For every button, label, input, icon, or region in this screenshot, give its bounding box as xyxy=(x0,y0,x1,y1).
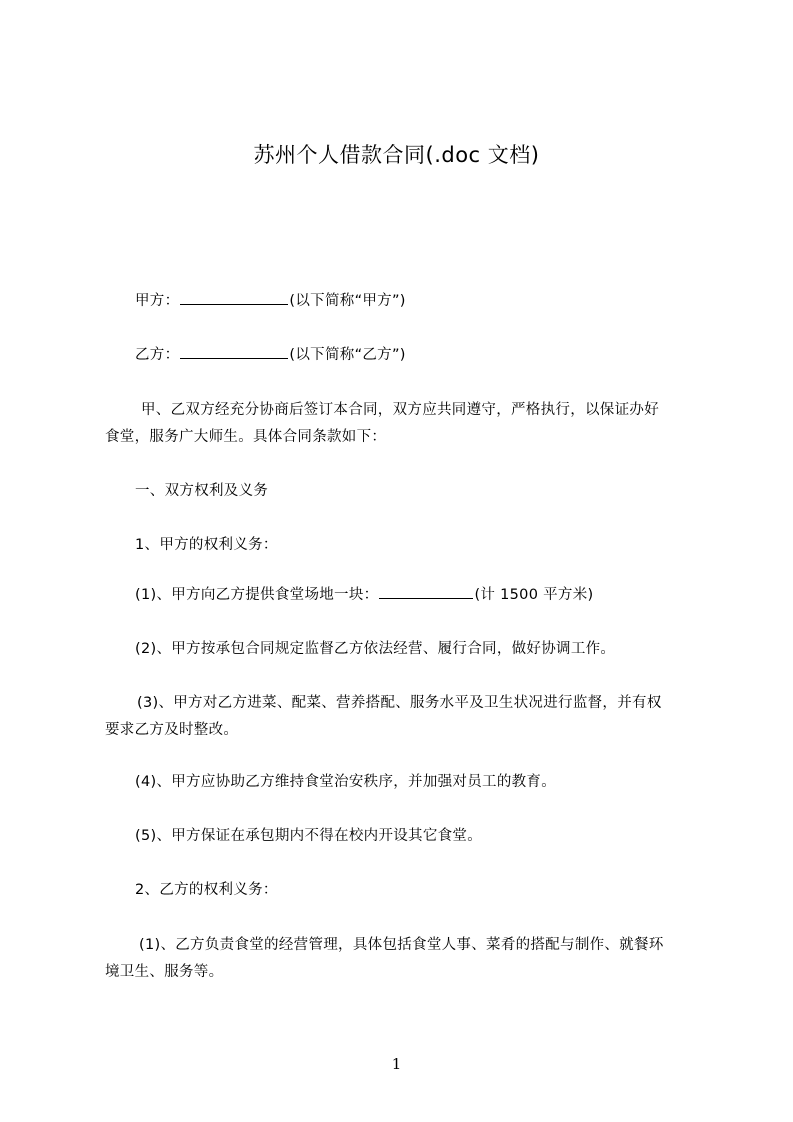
clause-b-1-line-2: 境卫生、服务等。 xyxy=(105,964,224,980)
party-a-label: 甲方： xyxy=(135,293,180,309)
party-b-line xyxy=(135,340,745,370)
clause-a-1-prefix: (1)、甲方向乙方提供食堂场地一块： xyxy=(135,587,379,603)
party-b-label: 乙方： xyxy=(135,347,180,363)
document-title: 苏州个人借款合同(.doc 文档) xyxy=(253,143,540,167)
clause-a-2: (2)、甲方按承包合同规定监督乙方依法经营、履行合同，做好协调工作。 xyxy=(135,641,616,657)
party-a-line xyxy=(135,286,745,316)
intro-line-2: 食堂，服务广大师生。具体合同条款如下： xyxy=(105,429,387,445)
section-heading-rights: 一、双方权利及义务 xyxy=(135,483,269,499)
clause-a-5: (5)、甲方保证在承包期内不得在校内开设其它食堂。 xyxy=(135,828,483,844)
clause-a-4: (4)、甲方应协助乙方维持食堂治安秩序，并加强对员工的教育。 xyxy=(135,774,557,790)
clause-a-1-suffix: (计 1500 平方米) xyxy=(474,587,594,603)
clause-a-3-line-1: (3)、甲方对乙方进菜、配菜、营养搭配、服务水平及卫生状况进行监督，并有权 xyxy=(137,695,662,711)
subsection-party-b: 2、乙方的权利义务： xyxy=(135,882,278,898)
party-a-blank xyxy=(180,290,288,305)
page-number: 1 xyxy=(391,1055,402,1073)
intro-line-1: 甲、乙双方经充分协商后签订本合同，双方应共同遵守，严格执行，以保证办好 xyxy=(141,402,659,418)
party-a-suffix: (以下简称“甲方”) xyxy=(289,293,406,309)
area-blank xyxy=(379,584,473,599)
party-b-suffix: (以下简称“乙方”) xyxy=(289,347,406,363)
party-b-blank xyxy=(180,344,288,359)
clause-a-3-line-2: 要求乙方及时整改。 xyxy=(105,722,239,738)
clause-b-1-line-1: (1)、乙方负责食堂的经营管理，具体包括食堂人事、菜肴的搭配与制作、就餐环 xyxy=(139,937,664,953)
clause-a-1 xyxy=(135,580,745,610)
subsection-party-a: 1、甲方的权利义务： xyxy=(135,537,278,553)
